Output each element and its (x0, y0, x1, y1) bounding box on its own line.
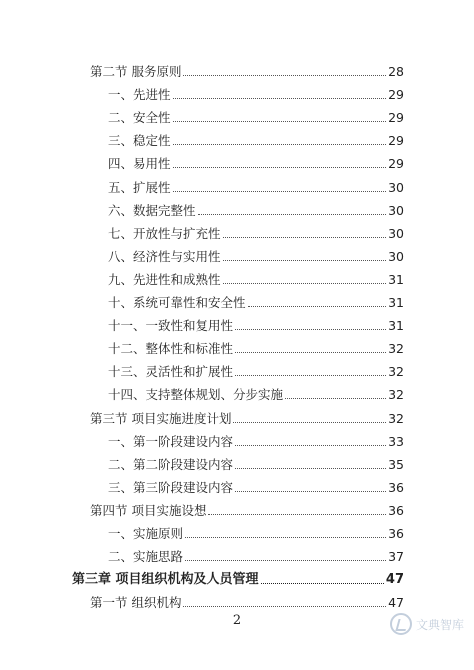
toc-leader-dots (173, 121, 387, 122)
toc-entry-label: 第二节 服务原则 (90, 64, 182, 79)
toc-leader-dots (285, 398, 386, 399)
toc-entry-page: 29 (388, 156, 404, 172)
toc-entry-page: 32 (388, 364, 404, 380)
toc-entry-page: 36 (388, 479, 404, 495)
toc-entry-label: 十一、一致性和复用性 (108, 318, 234, 334)
toc-entry[interactable] (108, 293, 404, 311)
toc-entry-page: 36 (388, 502, 404, 518)
toc-leader-dots (248, 306, 387, 307)
toc-entry-label: 一、实施原则 (108, 526, 184, 541)
toc-entry-label: 十二、整体性和标准性 (108, 341, 234, 357)
toc-entry-page: 30 (388, 225, 404, 241)
toc-entry-label: 六、数据完整性 (108, 202, 196, 218)
toc-leader-dots (198, 214, 387, 215)
toc-entry-label: 第一节 组织机构 (90, 595, 182, 611)
toc-entry-label: 一、先进性 (108, 87, 171, 103)
toc-entry-label: 七、开放性与扩充性 (108, 225, 221, 241)
toc-leader-dots (235, 375, 386, 376)
toc-entry-label: 十、系统可靠性和安全性 (108, 295, 246, 310)
page-number: 2 (232, 613, 242, 628)
toc-entry[interactable] (108, 108, 404, 126)
toc-entry-page: 33 (388, 433, 404, 449)
toc-entry-label: 第四节 项目实施设想 (90, 502, 207, 518)
toc-entry-page: 30 (388, 202, 404, 218)
toc-leader-dots (223, 283, 387, 284)
watermark (390, 613, 464, 635)
toc-leader-dots (235, 445, 386, 446)
toc-entry[interactable] (90, 409, 404, 427)
toc-leader-dots (223, 260, 387, 261)
toc-entry-label: 十四、支持整体规划、分步实施 (108, 387, 284, 403)
toc-leader-dots (173, 144, 387, 145)
toc-entry-page: 29 (388, 87, 404, 103)
toc-entry-label: 四、易用性 (108, 156, 171, 172)
toc-entry[interactable] (108, 224, 404, 242)
toc-entry-page: 29 (388, 133, 404, 149)
toc-entry-page: 47 (388, 595, 404, 611)
toc-leader-dots (235, 352, 386, 353)
toc-entry[interactable] (108, 362, 404, 380)
toc-leader-dots (261, 583, 384, 584)
toc-leader-dots (233, 422, 386, 423)
toc-entry[interactable] (108, 201, 404, 219)
toc-entry-page: 31 (388, 295, 404, 310)
toc-entry-page: 32 (388, 410, 404, 426)
toc-entry-page: 47 (385, 572, 404, 588)
toc-entry-page: 30 (388, 248, 404, 264)
toc-entry[interactable] (108, 85, 404, 103)
toc-entry[interactable] (108, 247, 404, 265)
toc-entry[interactable] (108, 178, 404, 196)
toc-entry[interactable] (90, 501, 404, 519)
toc-leader-dots (173, 98, 387, 99)
toc-entry-page: 28 (388, 64, 404, 79)
toc-entry-page: 36 (388, 526, 404, 541)
toc-entry[interactable] (90, 62, 404, 80)
toc-entry[interactable] (108, 316, 404, 334)
toc-entry-label: 第三节 项目实施进度计划 (90, 410, 232, 426)
toc-entry[interactable] (90, 593, 404, 611)
toc-entry-label: 二、安全性 (108, 110, 171, 126)
toc-entry-page: 35 (388, 456, 404, 472)
toc-entry-label: 三、稳定性 (108, 133, 171, 149)
toc-entry-page: 37 (388, 549, 404, 565)
toc-leader-dots (183, 606, 386, 607)
toc-entry-page: 29 (388, 110, 404, 126)
toc-entry-label: 二、实施思路 (108, 549, 184, 565)
toc-entry-label: 八、经济性与实用性 (108, 248, 221, 264)
toc-leader-dots (185, 537, 386, 538)
toc-leader-dots (173, 191, 387, 192)
toc-entry-label: 九、先进性和成熟性 (108, 271, 221, 287)
toc-entry-label: 五、扩展性 (108, 179, 171, 195)
toc-entry-page: 32 (388, 387, 404, 403)
toc-entry[interactable] (108, 432, 404, 450)
toc-entry-label: 二、第二阶段建设内容 (108, 456, 234, 472)
toc-entry[interactable] (108, 154, 404, 172)
toc-entry-label: 十三、灵活性和扩展性 (108, 364, 234, 380)
toc-entry-page: 30 (388, 179, 404, 195)
toc-leader-dots (223, 237, 387, 238)
toc-entry[interactable] (108, 478, 404, 496)
toc-entry[interactable] (72, 570, 404, 588)
toc-entry-page: 32 (388, 341, 404, 357)
toc-entry-page: 31 (388, 318, 404, 334)
toc-leader-dots (235, 329, 386, 330)
toc-leader-dots (235, 468, 386, 469)
toc-leader-dots (183, 75, 386, 76)
toc-entry[interactable] (108, 524, 404, 542)
toc-entry[interactable] (108, 339, 404, 357)
toc-entry-page: 31 (388, 271, 404, 287)
watermark-logo-icon (390, 613, 412, 635)
toc-entry[interactable] (108, 131, 404, 149)
toc-leader-dots (235, 491, 386, 492)
watermark-text: 文典智库 (415, 617, 464, 632)
toc-entry[interactable] (108, 385, 404, 403)
toc-entry[interactable] (108, 547, 404, 565)
toc-leader-dots (185, 560, 386, 561)
toc-entry-label: 三、第三阶段建设内容 (108, 479, 234, 495)
toc-leader-dots (173, 167, 387, 168)
toc-leader-dots (208, 514, 386, 515)
toc-entry[interactable] (108, 270, 404, 288)
toc-entry-label: 第三章 项目组织机构及人员管理 (72, 572, 259, 588)
toc-entry[interactable] (108, 455, 404, 473)
toc-entry-label: 一、第一阶段建设内容 (108, 433, 234, 449)
